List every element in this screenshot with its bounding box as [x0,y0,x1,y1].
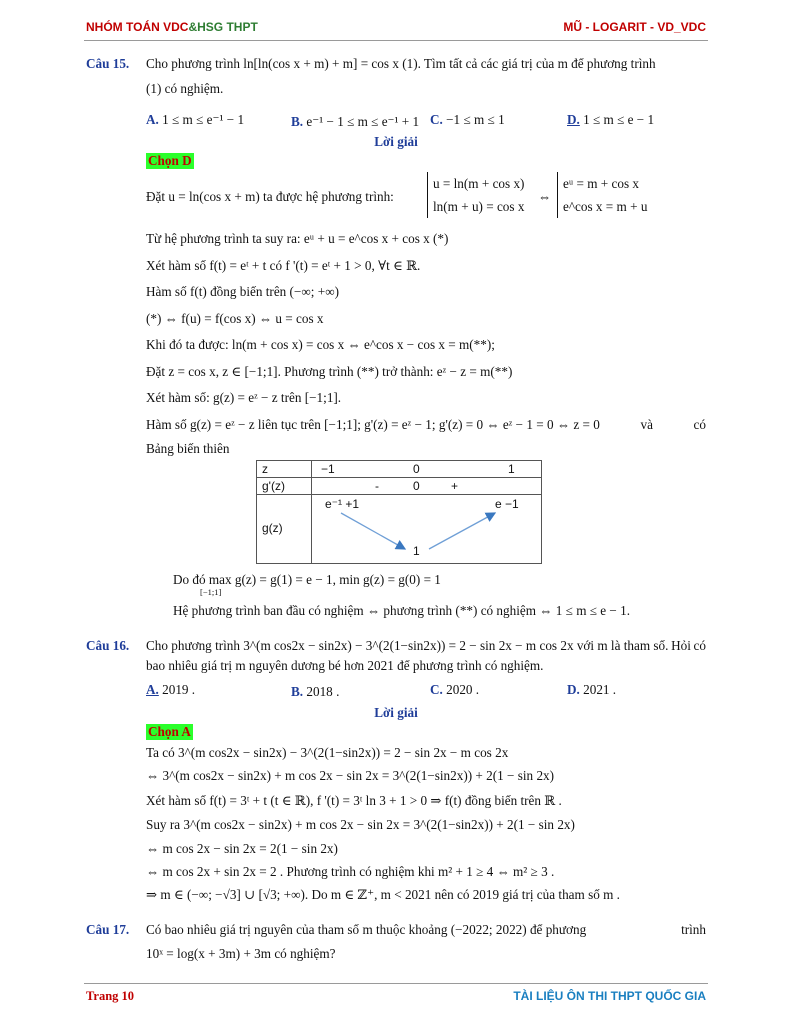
table-cell: 0 [413,479,420,493]
question-17-stem-line2: 10ˣ = log(x + 3m) + 3m có nghiệm? [146,946,336,961]
table-cell: 0 [413,462,420,476]
q16-option-d: D. 2021 . [567,682,617,697]
table-cell: - [375,479,379,493]
q16-line-7: ⇒ m ∈ (−∞; −√3] ∪ [√3; +∞). Do m ∈ ℤ⁺, m < 2021 nên có 2019 giá trị của tham số m . [146,887,620,902]
table-max-right: e −1 [495,497,519,511]
table-cell: + [451,479,459,493]
question-15-stem-line2: (1) có nghiệm. [146,81,224,96]
question-17-stem-line1: Có bao nhiêu giá trị nguyên của tham số m thuộc khoảng (−2022; 2022) để phương trình [146,922,706,937]
header-right: MŨ - LOGARIT - VD_VDC [563,20,706,34]
table-cell: g'(z) [262,479,285,493]
q16-line-1: Ta có 3^(m cos2x − sin2x) − 3^(2(1−sin2x)) = 2 − sin 2x − m cos 2x [146,745,509,760]
q15-option-b: B. e⁻¹ − 1 ≤ m ≤ e⁻¹ + 1 [291,114,420,129]
q16-option-b: B. 2018 . [291,684,340,699]
q15-line-12: Hệ phương trình ban đầu có nghiệm ⇔ phương trình (**) có nghiệm ⇔ 1 ≤ m ≤ e − 1. [173,603,631,618]
q15-system-2: eᵘ = m + cos x e^cos x = m + u [557,172,647,218]
table-cell: −1 [321,462,335,476]
variation-table [256,460,542,564]
q15-option-a: A. 1 ≤ m ≤ e⁻¹ − 1 [146,112,245,127]
table-arrows [257,461,541,563]
q15-line-9: Hàm số g(z) = eᶻ − z liên tục trên [−1;1]; g'(z) = eᶻ − 1; g'(z) = 0 ⇔ eᶻ − 1 = 0 ⇔ z = 0 và có [146,417,706,432]
q16-line-3: Xét hàm số f(t) = 3ᵗ + t (t ∈ ℝ), f '(t) = 3ᵗ ln 3 + 1 > 0 ⇒ f(t) đồng biến trên ℝ . [146,793,562,808]
table-min-value: 1 [413,544,420,558]
q15-line-6: Khi đó ta được: ln(m + cos x) = cos x ⇔ e^cos x − cos x = m(**); [146,337,495,352]
table-row-g-label: g(z) [262,521,283,535]
decreasing-arrow [341,513,405,549]
q15-line-3: Xét hàm số f(t) = eᵗ + t có f '(t) = eᵗ + 1 > 0, ∀t ∈ ℝ. [146,258,421,273]
q15-equivalence: ⇔ [538,189,552,204]
question-15-stem-line1: Cho phương trình ln[ln(cos x + m) + m] = cos x (1). Tìm tất cả các giá trị của m để phương trình [146,56,656,71]
q16-line-4: Suy ra 3^(m cos2x − sin2x) + m cos 2x − sin 2x = 3^(2(1−sin2x)) + 2(1 − sin 2x) [146,817,575,832]
q15-line-2: Từ hệ phương trình ta suy ra: eᵘ + u = e^cos x + cos x (*) [146,231,449,246]
q16-solution-heading: Lời giải [374,705,418,720]
page-number: Trang 10 [86,989,135,1003]
header-divider [84,40,708,41]
q16-line-2: ⇔ 3^(m cos2x − sin2x) + m cos 2x − sin 2x = 3^(2(1−sin2x)) + 2(1 − sin 2x) [146,768,555,783]
q15-answer-badge: Chọn D [148,153,192,168]
q16-answer-badge: Chọn A [148,724,191,739]
header-left: NHÓM TOÁN VDC&HSG THPT [86,20,258,34]
q15-line-5: (*) ⇔ f(u) = f(cos x) ⇔ u = cos x [146,311,324,326]
increasing-arrow [429,513,495,549]
q15-line-10: Bảng biến thiên [146,441,230,456]
table-cell: z [262,462,268,476]
q15-solution-heading: Lời giải [374,134,418,149]
q15-line-7: Đặt z = cos x, z ∈ [−1;1]. Phương trình (**) trở thành: eᶻ − z = m(**) [146,364,513,379]
question-16-number: Câu 16. [86,638,130,653]
q16-line-5: ⇔ m cos 2x − sin 2x = 2(1 − sin 2x) [146,841,338,856]
table-max-left: e⁻¹ +1 [325,497,360,511]
question-17-number: Câu 17. [86,922,130,937]
q16-option-c: C. 2020 . [430,682,480,697]
q15-line-substitution: Đặt u = ln(cos x + m) ta được hệ phương trình: [146,189,394,204]
question-16-stem-line1: Cho phương trình 3^(m cos2x − sin2x) − 3^(2(1−sin2x)) = 2 − sin 2x − m cos 2x với m là tham số. Hỏi có [146,638,706,653]
question-15-number: Câu 15. [86,56,130,71]
footer-divider [84,983,708,984]
question-16-stem-line2: bao nhiêu giá trị m nguyên dương bé hơn 2021 để phương trình có nghiệm. [146,658,544,673]
q15-option-d: D. 1 ≤ m ≤ e − 1 [567,112,655,127]
q15-system-1: u = ln(m + cos x) ln(m + u) = cos x [427,172,524,218]
q16-option-a: A. 2019 . [146,682,196,697]
table-cell: 1 [508,462,515,476]
q15-line-11: Do đó max g(z) = g(1) = e − 1, min g(z) = g(0) = 1 [173,572,441,587]
footer-title: TÀI LIỆU ÔN THI THPT QUỐC GIA [513,989,706,1003]
q16-line-6: ⇔ m cos 2x + sin 2x = 2 . Phương trình có nghiệm khi m² + 1 ≥ 4 ⇔ m² ≥ 3 . [146,864,555,879]
q15-line-8: Xét hàm số: g(z) = eᶻ − z trên [−1;1]. [146,390,342,405]
q15-option-c: C. −1 ≤ m ≤ 1 [430,112,505,127]
q15-line-4: Hàm số f(t) đồng biến trên (−∞; +∞) [146,284,339,299]
q15-line-11-subscript: [−1;1] [200,587,222,597]
